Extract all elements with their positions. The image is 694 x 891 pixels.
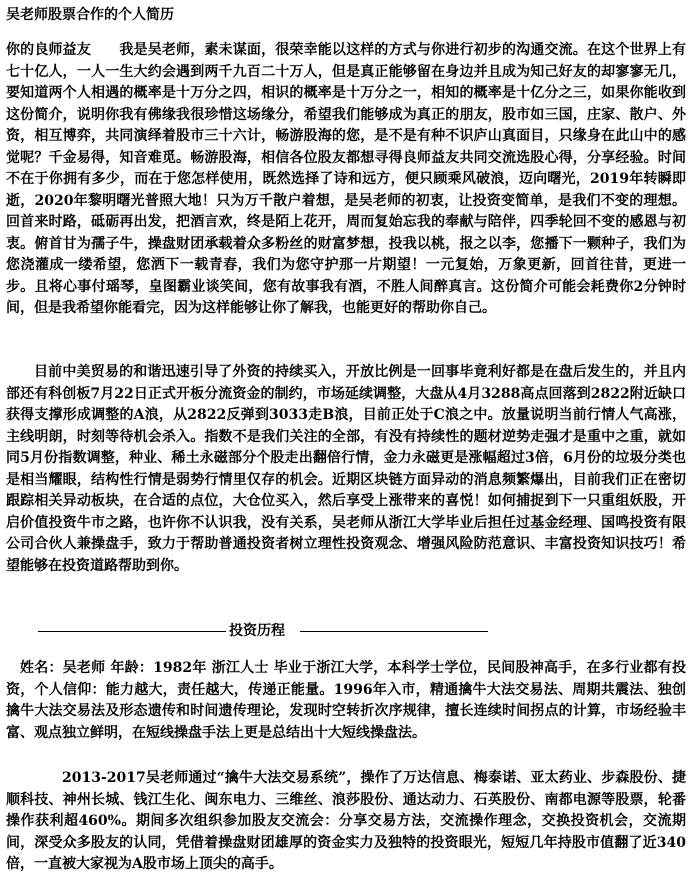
- profile-paragraph: 姓名：吴老师 年龄：1982年 浙江人士 毕业于浙江大学，本科学士学位，民间股神高手，在多行业都有投资，个人信仰：能力越大，责任越大，传递正能量。1996年入市，精通擒牛大法交易法、周期共震法、独创擒牛大法交易法及形态遗传和时间遗传理论，发现时空转折次序规律，擅长连续时间拐点的计算，市场经验丰富、观点独立鲜明，在短线操盘手法上更是总结出十大短线操盘法。: [6, 660, 686, 741]
- divider-line-right: [300, 631, 488, 632]
- record-paragraph: 2013-2017吴老师通过“擒牛大法交易系统”，操作了万达信息、梅泰诺、亚太药业、步森股份、捷顺科技、神州长城、钱江生化、闽东电力、三维丝、浪莎股份、通达动力、石英股份、南都电源等股票，轮番操作获利超460%。期间多次组织参加股友交流会：分享交易方法，交流操作理念，交换投资机会，交流期间，深受众多股友的认同，凭借着操盘财团雄厚的资金实力及独特的投资眼光，短短几年持股市值翻了近340倍，一直被大家视为A股市场上顶尖的高手。: [6, 770, 686, 872]
- document-title: 吴老师股票合作的个人简历: [6, 7, 174, 23]
- section-heading: 投资历程: [229, 623, 285, 639]
- divider-line-left: [38, 631, 226, 632]
- section-divider: [0, 620, 694, 642]
- market-view-paragraph: 目前中美贸易的和谐迅速引导了外资的持续买入，开放比例是一回事毕竟利好都是在盘后发生的，并且内部还有科创板7月22日正式开板分流资金的制约，市场延续调整，大盘从4月3288高点回落到2822附近缺口获得支撑形成调整的A浪，从2822反弹到3033走B浪，目前正处于C浪之中。放量说明当前行情人气高涨，主线明朗，时刻等待机会杀入。指数不是我们关注的全部，有没有持续性的题材逆势走强才是重中之重，就如同5月份指数调整，种业、稀土永磁部分个股走出翻倍行情，金力永磁更是涨幅超过3倍，6月份的垃圾分类也是相当耀眼，结构性行情是弱势行情里仅存的机会。近期区块链方面异动的消息频繁爆出，目前我们正在密切跟踪相关异动板块，在合适的点位，大仓位买入，然后享受上涨带来的喜悦！如何捕捉到下一只重组妖股，开启价值投资牛市之路，也许你不认识我，没有关系，吴老师从浙江大学毕业后担任过基金经理、国鸣投资有限公司合伙人兼操盘手，致力于帮助普通投资者树立理性投资观念、增强风险防范意识、丰富投资知识技巧！希望能够在投资道路帮助到你。: [6, 364, 686, 574]
- intro-paragraph: 你的良师益友 我是吴老师，素未谋面，很荣幸能以这样的方式与你进行初步的沟通交流。在这个世界上有七十亿人，一人一生大约会遇到两千九百二十万人，但是真正能够留在身边并且成为知己好友的却寥寥无几，要知道两个人相遇的概率是十万分之四，相识的概率是十万分之一，相知的概率是十亿分之三，如果你能收到这份简介，说明你我有佛缘我很珍惜这场缘分，希望我们能够成为真正的朋友，股市如三国，庄家、散户、外资，相互博弈，共同演绎着股市三十六计，畅游股海的您，是不是有种不识庐山真面目，只缘身在此山中的感觉呢？千金易得，知音难觅。畅游股海，相信各位股友都想寻得良师益友共同交流选股心得，分享经验。时间不在于你拥有多少，而在于您怎样使用，既然选择了诗和远方，便只顾乘风破浪，迈向曙光，2019年转瞬即逝，2020年黎明曙光普照大地！只为万千散户着想，是吴老师的初衷，让投资变简单，是我们不变的理想。回首来时路，砥砺再出发，把酒言欢，终是陌上花开，周而复始忘我的奉献与陪伴，四季轮回不变的感恩与初衷。俯首甘为孺子牛，操盘财团承载着众多粉丝的财富梦想，投我以桃，报之以李，您播下一颗种子，我们为您浇灌成一缕希望，您洒下一载青春，我们为您守护那一片期望！一元复始，万象更新，回首往昔，更进一步。且将心事付瑶琴，皇图霸业谈笑间，您有故事我有酒，不胜人间醉真言。这份简介可能会耗费你2分钟时间，但是我希望你能看完，因为这样能够让你了解我，也能更好的帮助你自己。: [6, 42, 686, 316]
